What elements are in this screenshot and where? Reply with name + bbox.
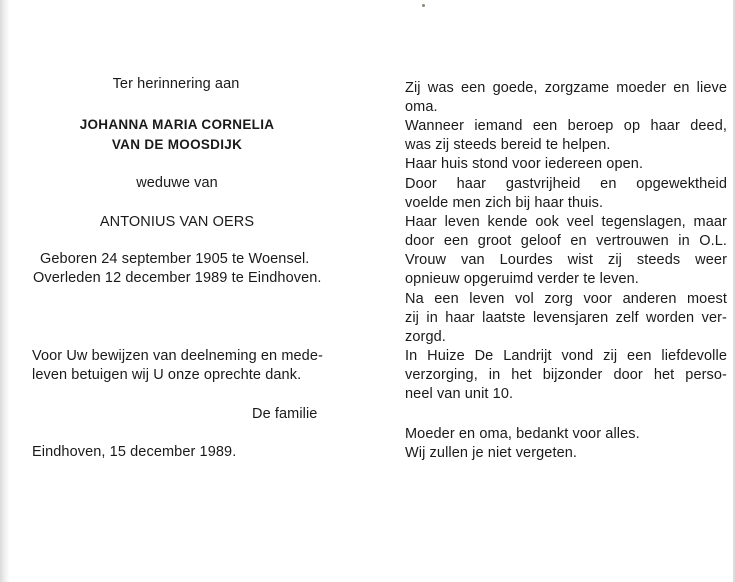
text-line: Door haar gastvrijheid en opgewektheid bbox=[405, 176, 727, 192]
place-and-date: Eindhoven, 15 december 1989. bbox=[32, 444, 237, 460]
text-line: door een groot geloof en vertrouwen in O.L. bbox=[405, 233, 727, 249]
text-line: Haar leven kende ook veel tegenslagen, maar bbox=[405, 214, 727, 230]
text-line: voelde men zich bij haar thuis. bbox=[405, 195, 604, 211]
text-line: neel van unit 10. bbox=[405, 386, 514, 402]
text-line: oma. bbox=[405, 99, 438, 115]
text-line: zij in haar laatste levensjaren zelf worden ver- bbox=[405, 310, 727, 326]
text-line: Vrouw van Lourdes wist zij steeds weer bbox=[405, 252, 727, 268]
text-line: zorgd. bbox=[405, 329, 446, 345]
memorial-header: Ter herinnering aan bbox=[112, 76, 240, 92]
spouse-name: ANTONIUS VAN OERS bbox=[99, 214, 255, 230]
text-line: Haar huis stond voor iedereen open. bbox=[405, 156, 644, 172]
text-line: In Huize De Landrijt vond zij een liefdevolle bbox=[405, 348, 727, 364]
deceased-name-line2: VAN DE MOOSDIJK bbox=[111, 137, 243, 152]
text-line: was zij steeds bereid te helpen. bbox=[405, 137, 611, 153]
thanks-line-2: leven betuigen wij U onze oprechte dank. bbox=[32, 367, 302, 383]
scan-speck bbox=[422, 4, 425, 7]
text-line: Moeder en oma, bedankt voor alles. bbox=[405, 426, 640, 442]
text-line: Wij zullen je niet vergeten. bbox=[405, 445, 578, 461]
deceased-name-line1: JOHANNA MARIA CORNELIA bbox=[79, 117, 275, 132]
widow-of-label: weduwe van bbox=[136, 175, 218, 191]
thanks-line-1: Voor Uw bewijzen van deelneming en mede- bbox=[32, 348, 323, 364]
text-line: Wanneer iemand een beroep op haar deed, bbox=[405, 118, 727, 134]
text-line: Na een leven vol zorg voor anderen moest bbox=[405, 291, 727, 307]
family-signature: De familie bbox=[252, 406, 318, 422]
text-line: Zij was een goede, zorgzame moeder en lieve bbox=[405, 80, 727, 96]
text-line: verzorging, in het bijzonder door het perso- bbox=[405, 367, 727, 383]
death-line: Overleden 12 december 1989 te Eindhoven. bbox=[33, 270, 322, 286]
birth-line: Geboren 24 september 1905 te Woensel. bbox=[40, 251, 310, 267]
scan-edge-left bbox=[0, 0, 10, 582]
text-line: opnieuw opgeruimd verder te leven. bbox=[405, 271, 639, 287]
